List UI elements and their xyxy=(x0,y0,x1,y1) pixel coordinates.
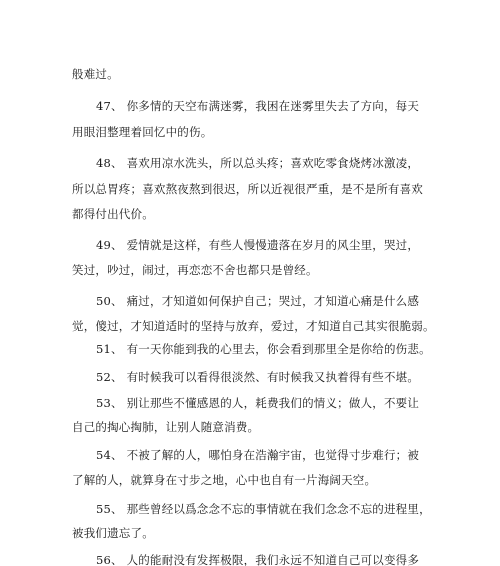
paragraph-53-line-1: 53、 别让那些不懂感恩的人，耗费我们的情义；做人，不要让 xyxy=(96,396,420,410)
paragraph-55-line-1: 55、 那些曾经以爲念念不忘的事情就在我们念念不忘的进程里， xyxy=(96,502,431,516)
paragraph-48-line-2: 所以总胃疼；喜欢熬夜熬到很迟，所以近视很严重，是不是所有喜欢 xyxy=(72,182,423,196)
paragraph-50-line-1: 50、 痛过，才知道如何保护自己；哭过，才知道心痛是什么感 xyxy=(96,294,420,308)
paragraph-55-line-2: 被我们遗忘了。 xyxy=(72,526,154,540)
paragraph-54-line-2: 了解的人，就算身在寸步之地，心中也自有一片海阔天空。 xyxy=(72,473,377,487)
paragraph-50-line-2: 觉，傻过，才知道适时的坚持与放弃，爱过，才知道自己其实很脆弱。 xyxy=(72,319,435,333)
paragraph-51-line-1: 51、 有一天你能到我的心里去，你会看到那里全是你给的伤悲。 xyxy=(96,342,431,356)
paragraph-52-line-1: 52、 有时候我可以看得很淡然、有时候我又执着得有些不堪。 xyxy=(96,370,420,384)
paragraph-49-line-1: 49、 爱情就是这样，有些人慢慢遗落在岁月的风尘里，哭过， xyxy=(96,238,420,252)
text-line: 般难过。 xyxy=(72,67,119,81)
paragraph-48-line-1: 48、 喜欢用凉水洗头，所以总头疼；喜欢吃零食烧烤冰激凌， xyxy=(96,156,420,170)
paragraph-47-line-1: 47、 你多情的天空布满迷雾，我困在迷雾里失去了方向，每天 xyxy=(96,99,420,113)
paragraph-53-line-2: 自己的掏心掏肺，让别人随意消费。 xyxy=(72,420,260,434)
paragraph-47-line-2: 用眼泪整理着回忆中的伤。 xyxy=(72,125,213,139)
paragraph-49-line-2: 笑过，吵过，闹过，再恋恋不舍也都只是曾经。 xyxy=(72,263,318,277)
paragraph-48-line-3: 都得付出代价。 xyxy=(72,207,154,221)
paragraph-56-line-1: 56、 人的能耐没有发挥极限，我们永远不知道自己可以变得多 xyxy=(96,553,420,566)
paragraph-54-line-1: 54、 不被了解的人，哪怕身在浩瀚宇宙，也觉得寸步难行；被 xyxy=(96,448,420,462)
